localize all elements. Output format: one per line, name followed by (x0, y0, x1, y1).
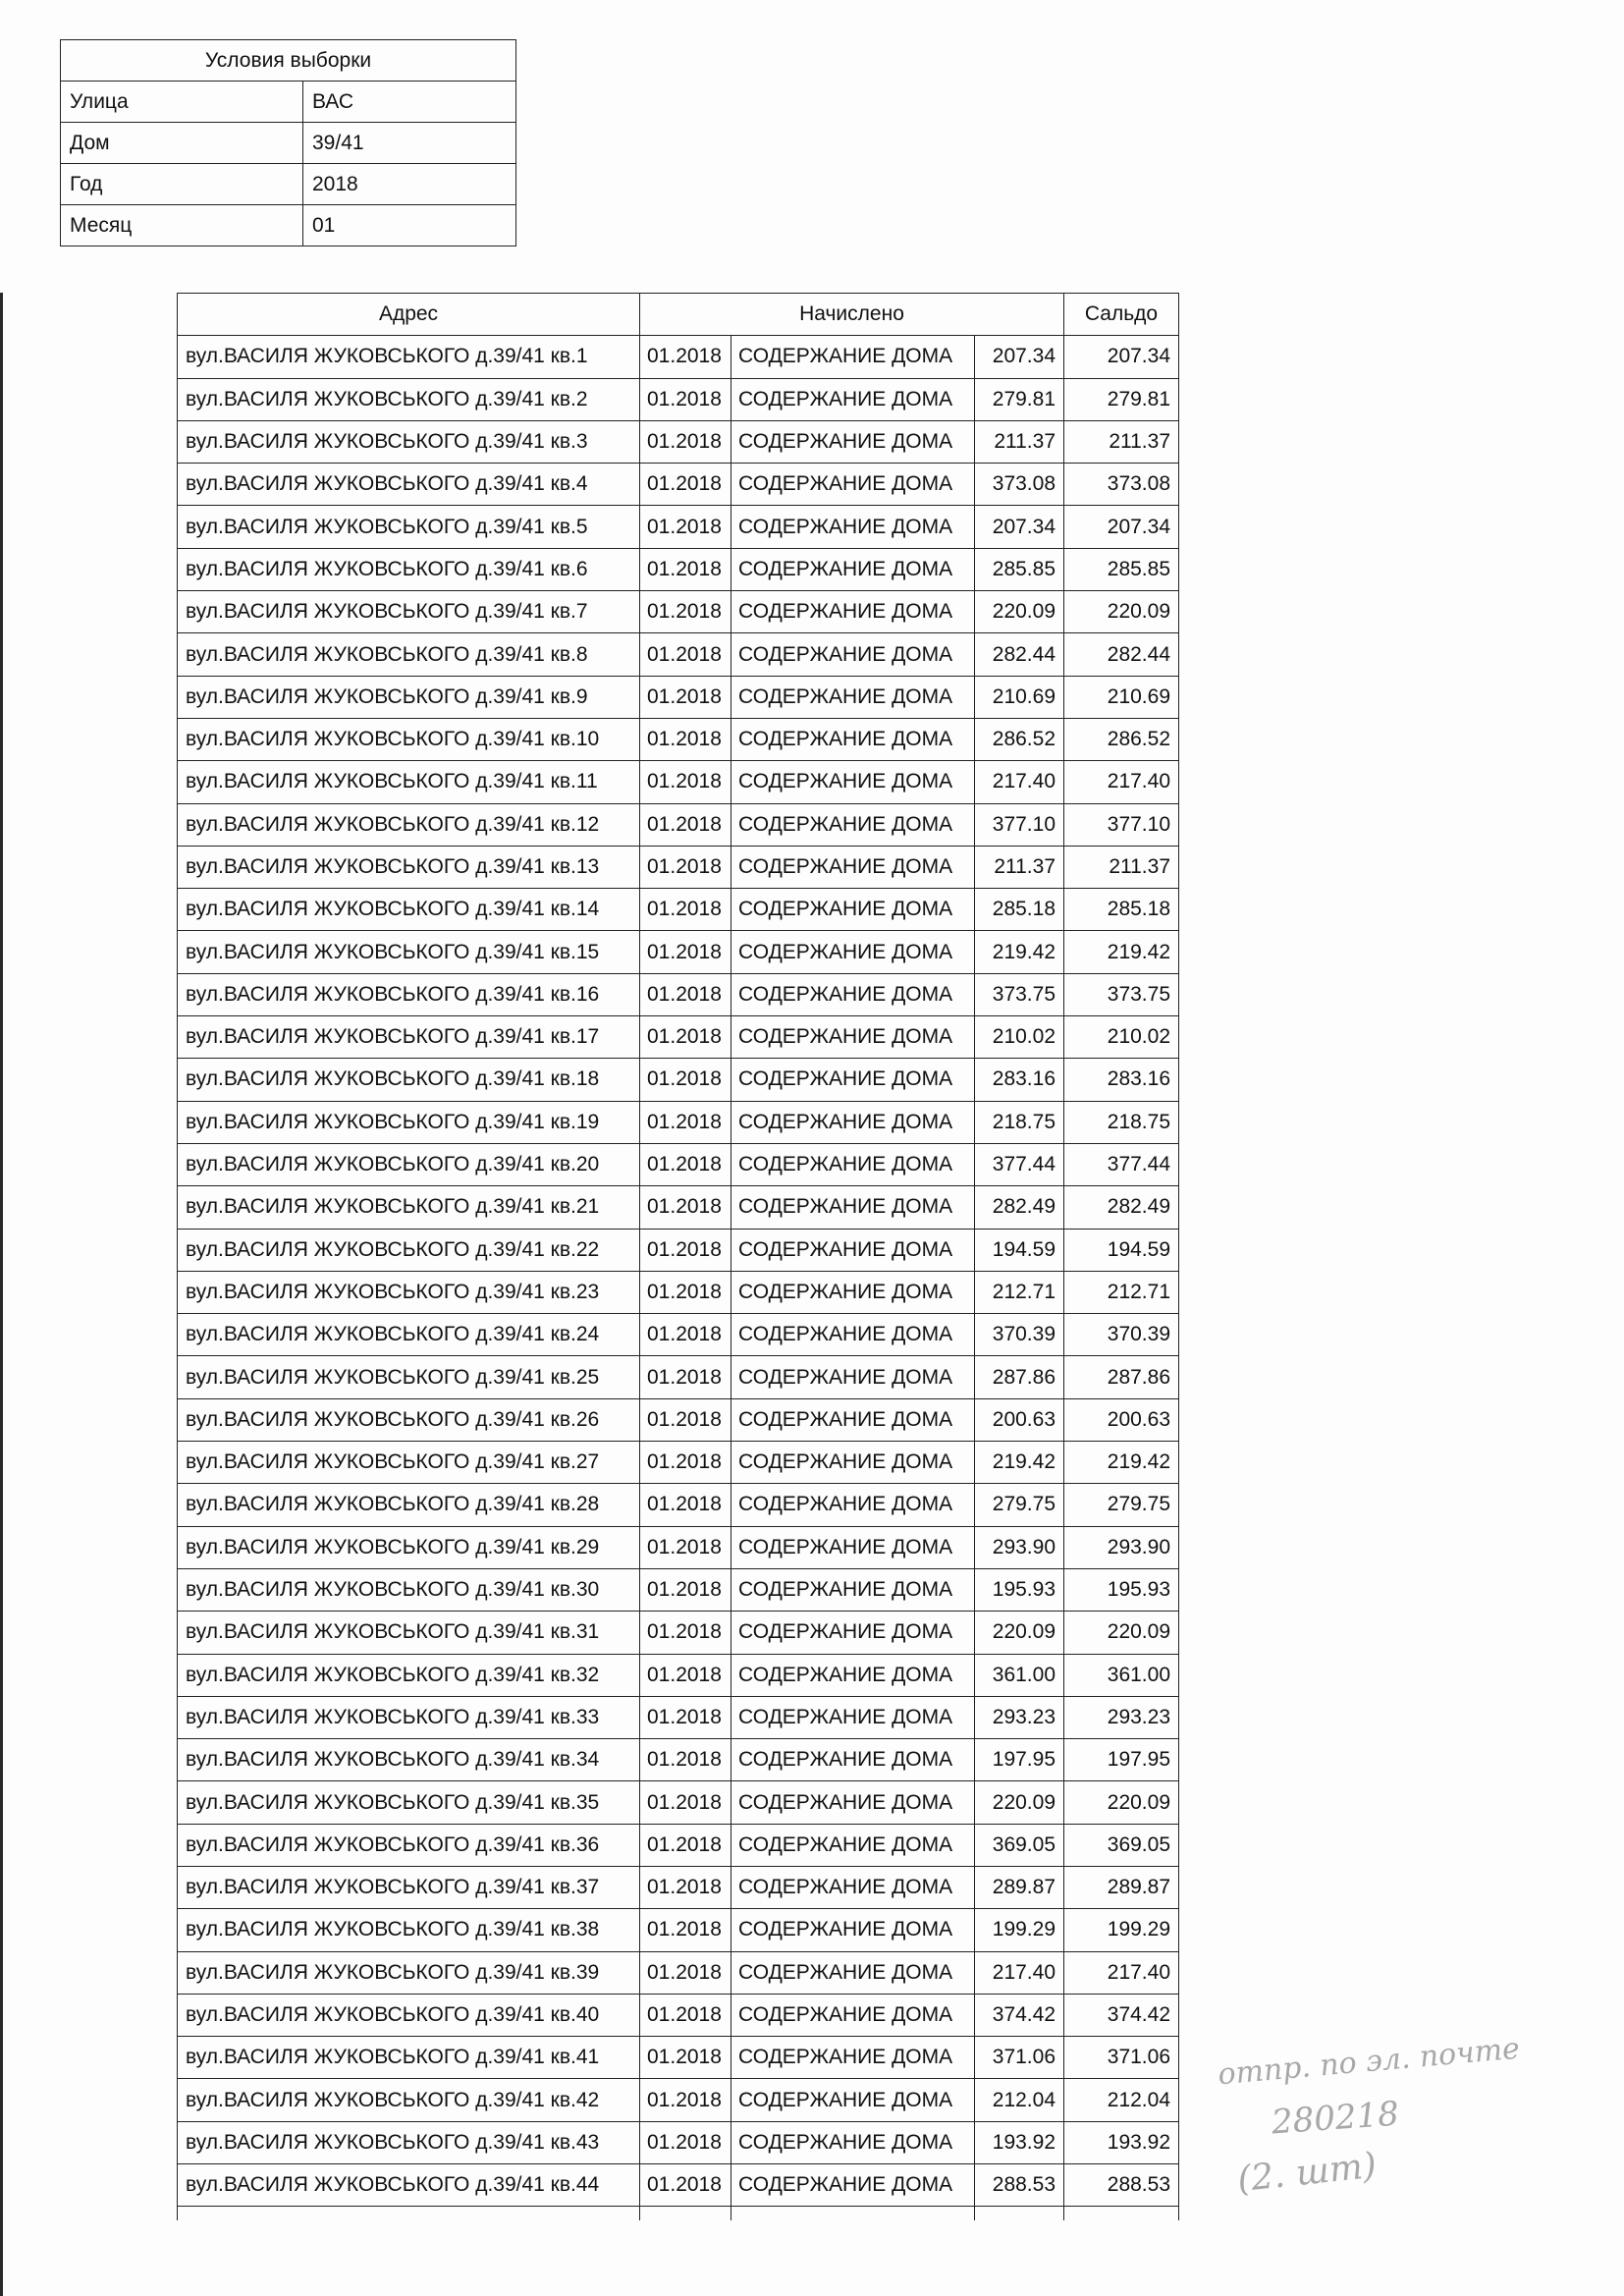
service-cell: СОДЕРЖАНИЕ ДОМА (731, 1143, 975, 1185)
table-row (178, 1059, 1179, 1101)
balance-cell: 210.69 (1064, 676, 1179, 718)
address-cell: вул.ВАСИЛЯ ЖУКОВСЬКОГО д.39/41 кв.22 (178, 1229, 640, 1271)
period-cell: 01.2018 (640, 718, 731, 760)
period-cell: 01.2018 (640, 1824, 731, 1866)
table-row (178, 1143, 1179, 1185)
amount-cell: 282.49 (975, 1186, 1064, 1229)
address-cell: вул.ВАСИЛЯ ЖУКОВСЬКОГО д.39/41 кв.16 (178, 973, 640, 1015)
balance-cell: 373.75 (1064, 973, 1179, 1015)
period-cell: 01.2018 (640, 803, 731, 846)
amount-cell: 279.81 (975, 378, 1064, 420)
period-cell: 01.2018 (640, 1314, 731, 1356)
table-row (178, 718, 1179, 760)
table-row (178, 1909, 1179, 1951)
empty-cell (1064, 2207, 1179, 2220)
address-header: Адрес (178, 294, 640, 336)
balance-cell: 279.81 (1064, 378, 1179, 420)
address-cell: вул.ВАСИЛЯ ЖУКОВСЬКОГО д.39/41 кв.25 (178, 1356, 640, 1398)
period-cell: 01.2018 (640, 1356, 731, 1398)
service-cell: СОДЕРЖАНИЕ ДОМА (731, 1484, 975, 1526)
amount-cell: 199.29 (975, 1909, 1064, 1951)
table-row (178, 1356, 1179, 1398)
table-row (178, 2037, 1179, 2079)
address-cell: вул.ВАСИЛЯ ЖУКОВСЬКОГО д.39/41 кв.17 (178, 1016, 640, 1059)
empty-cell (731, 2207, 975, 2220)
service-cell: СОДЕРЖАНИЕ ДОМА (731, 591, 975, 633)
address-cell: вул.ВАСИЛЯ ЖУКОВСЬКОГО д.39/41 кв.11 (178, 761, 640, 803)
amount-cell: 210.69 (975, 676, 1064, 718)
amount-cell: 220.09 (975, 1781, 1064, 1824)
service-cell: СОДЕРЖАНИЕ ДОМА (731, 1186, 975, 1229)
handwritten-note-line: отпр. по эл. почте (1217, 2031, 1522, 2093)
amount-cell: 207.34 (975, 506, 1064, 548)
address-cell: вул.ВАСИЛЯ ЖУКОВСЬКОГО д.39/41 кв.5 (178, 506, 640, 548)
balance-cell: 197.95 (1064, 1739, 1179, 1781)
amount-cell: 371.06 (975, 2037, 1064, 2079)
amount-cell: 193.92 (975, 2121, 1064, 2163)
address-cell: вул.ВАСИЛЯ ЖУКОВСЬКОГО д.39/41 кв.9 (178, 676, 640, 718)
service-cell: СОДЕРЖАНИЕ ДОМА (731, 2037, 975, 2079)
balance-cell: 282.49 (1064, 1186, 1179, 1229)
address-cell: вул.ВАСИЛЯ ЖУКОВСЬКОГО д.39/41 кв.6 (178, 548, 640, 590)
balance-cell: 220.09 (1064, 1781, 1179, 1824)
criteria-value: 2018 (303, 164, 516, 205)
balance-cell: 210.02 (1064, 1016, 1179, 1059)
criteria-value: 39/41 (303, 123, 516, 164)
amount-cell: 286.52 (975, 718, 1064, 760)
balance-cell: 199.29 (1064, 1909, 1179, 1951)
period-cell: 01.2018 (640, 1739, 731, 1781)
amount-cell: 282.44 (975, 633, 1064, 676)
balance-cell: 207.34 (1064, 336, 1179, 378)
balance-cell: 293.90 (1064, 1526, 1179, 1568)
table-row (178, 591, 1179, 633)
amount-cell: 220.09 (975, 1612, 1064, 1654)
address-cell: вул.ВАСИЛЯ ЖУКОВСЬКОГО д.39/41 кв.41 (178, 2037, 640, 2079)
handwritten-note-date: 280218 (1270, 2094, 1401, 2143)
balance-cell: 193.92 (1064, 2121, 1179, 2163)
period-cell: 01.2018 (640, 2121, 731, 2163)
amount-cell: 212.04 (975, 2079, 1064, 2121)
address-cell: вул.ВАСИЛЯ ЖУКОВСЬКОГО д.39/41 кв.21 (178, 1186, 640, 1229)
service-cell: СОДЕРЖАНИЕ ДОМА (731, 1951, 975, 1994)
balance-cell: 211.37 (1064, 420, 1179, 463)
amount-cell: 200.63 (975, 1398, 1064, 1441)
amount-cell: 283.16 (975, 1059, 1064, 1101)
amount-cell: 285.85 (975, 548, 1064, 590)
balance-cell: 212.04 (1064, 2079, 1179, 2121)
amount-cell: 217.40 (975, 761, 1064, 803)
period-cell: 01.2018 (640, 2079, 731, 2121)
period-cell: 01.2018 (640, 336, 731, 378)
table-row (178, 1994, 1179, 2036)
service-cell: СОДЕРЖАНИЕ ДОМА (731, 2079, 975, 2121)
criteria-label: Улица (61, 82, 303, 123)
address-cell: вул.ВАСИЛЯ ЖУКОВСЬКОГО д.39/41 кв.43 (178, 2121, 640, 2163)
period-cell: 01.2018 (640, 633, 731, 676)
address-cell: вул.ВАСИЛЯ ЖУКОВСЬКОГО д.39/41 кв.44 (178, 2164, 640, 2207)
amount-cell: 211.37 (975, 420, 1064, 463)
table-row (178, 846, 1179, 888)
address-cell: вул.ВАСИЛЯ ЖУКОВСЬКОГО д.39/41 кв.24 (178, 1314, 640, 1356)
balance-cell: 195.93 (1064, 1568, 1179, 1611)
table-row (178, 1526, 1179, 1568)
balance-cell: 219.42 (1064, 931, 1179, 973)
service-cell: СОДЕРЖАНИЕ ДОМА (731, 1314, 975, 1356)
address-cell: вул.ВАСИЛЯ ЖУКОВСЬКОГО д.39/41 кв.13 (178, 846, 640, 888)
service-cell: СОДЕРЖАНИЕ ДОМА (731, 1356, 975, 1398)
amount-cell: 219.42 (975, 931, 1064, 973)
handwritten-note-count: (2. шт) (1235, 2145, 1379, 2201)
amount-cell: 288.53 (975, 2164, 1064, 2207)
amount-cell: 293.90 (975, 1526, 1064, 1568)
table-row (178, 1866, 1179, 1908)
balance-cell: 211.37 (1064, 846, 1179, 888)
criteria-row (61, 123, 516, 164)
balance-cell: 288.53 (1064, 2164, 1179, 2207)
balance-header: Сальдо (1064, 294, 1179, 336)
period-cell: 01.2018 (640, 1612, 731, 1654)
service-cell: СОДЕРЖАНИЕ ДОМА (731, 1994, 975, 2036)
period-cell: 01.2018 (640, 1909, 731, 1951)
criteria-title: Условия выборки (61, 40, 516, 82)
criteria-row (61, 82, 516, 123)
period-cell: 01.2018 (640, 889, 731, 931)
table-row (178, 2164, 1179, 2207)
balance-cell: 377.44 (1064, 1143, 1179, 1185)
selection-criteria-table (60, 39, 516, 246)
table-row (178, 1398, 1179, 1441)
address-cell: вул.ВАСИЛЯ ЖУКОВСЬКОГО д.39/41 кв.12 (178, 803, 640, 846)
period-cell: 01.2018 (640, 464, 731, 506)
balance-cell: 283.16 (1064, 1059, 1179, 1101)
table-row (178, 1781, 1179, 1824)
balance-cell: 293.23 (1064, 1696, 1179, 1738)
amount-cell: 195.93 (975, 1568, 1064, 1611)
period-cell: 01.2018 (640, 931, 731, 973)
balance-cell: 285.85 (1064, 548, 1179, 590)
service-cell: СОДЕРЖАНИЕ ДОМА (731, 1059, 975, 1101)
table-row (178, 1696, 1179, 1738)
table-row (178, 1612, 1179, 1654)
table-row (178, 1824, 1179, 1866)
amount-cell: 377.44 (975, 1143, 1064, 1185)
period-cell: 01.2018 (640, 548, 731, 590)
amount-cell: 218.75 (975, 1101, 1064, 1143)
amount-cell: 207.34 (975, 336, 1064, 378)
address-cell: вул.ВАСИЛЯ ЖУКОВСЬКОГО д.39/41 кв.28 (178, 1484, 640, 1526)
amount-cell: 210.02 (975, 1016, 1064, 1059)
table-row (178, 1442, 1179, 1484)
balance-cell: 286.52 (1064, 718, 1179, 760)
table-row (178, 2079, 1179, 2121)
address-cell: вул.ВАСИЛЯ ЖУКОВСЬКОГО д.39/41 кв.29 (178, 1526, 640, 1568)
amount-cell: 211.37 (975, 846, 1064, 888)
empty-cell (178, 2207, 640, 2220)
balance-cell: 220.09 (1064, 1612, 1179, 1654)
table-row (178, 1739, 1179, 1781)
balance-cell: 377.10 (1064, 803, 1179, 846)
balance-cell: 371.06 (1064, 2037, 1179, 2079)
balance-cell: 373.08 (1064, 464, 1179, 506)
balance-cell: 361.00 (1064, 1654, 1179, 1696)
amount-cell: 194.59 (975, 1229, 1064, 1271)
address-cell: вул.ВАСИЛЯ ЖУКОВСЬКОГО д.39/41 кв.31 (178, 1612, 640, 1654)
address-cell: вул.ВАСИЛЯ ЖУКОВСЬКОГО д.39/41 кв.23 (178, 1271, 640, 1313)
balance-cell: 220.09 (1064, 591, 1179, 633)
amount-cell: 361.00 (975, 1654, 1064, 1696)
address-cell: вул.ВАСИЛЯ ЖУКОВСЬКОГО д.39/41 кв.14 (178, 889, 640, 931)
address-cell: вул.ВАСИЛЯ ЖУКОВСЬКОГО д.39/41 кв.39 (178, 1951, 640, 1994)
period-cell: 01.2018 (640, 1526, 731, 1568)
balance-cell: 217.40 (1064, 1951, 1179, 1994)
service-cell: СОДЕРЖАНИЕ ДОМА (731, 1568, 975, 1611)
amount-cell: 217.40 (975, 1951, 1064, 1994)
address-cell: вул.ВАСИЛЯ ЖУКОВСЬКОГО д.39/41 кв.10 (178, 718, 640, 760)
period-cell: 01.2018 (640, 1442, 731, 1484)
balance-cell: 370.39 (1064, 1314, 1179, 1356)
address-cell: вул.ВАСИЛЯ ЖУКОВСЬКОГО д.39/41 кв.40 (178, 1994, 640, 2036)
criteria-label: Месяц (61, 205, 303, 246)
service-cell: СОДЕРЖАНИЕ ДОМА (731, 1442, 975, 1484)
criteria-row (61, 164, 516, 205)
criteria-value: ВАС (303, 82, 516, 123)
period-cell: 01.2018 (640, 1696, 731, 1738)
table-row (178, 1484, 1179, 1526)
service-cell: СОДЕРЖАНИЕ ДОМА (731, 1654, 975, 1696)
balance-cell: 219.42 (1064, 1442, 1179, 1484)
service-cell: СОДЕРЖАНИЕ ДОМА (731, 1229, 975, 1271)
service-cell: СОДЕРЖАНИЕ ДОМА (731, 846, 975, 888)
table-row (178, 1568, 1179, 1611)
period-cell: 01.2018 (640, 1484, 731, 1526)
amount-cell: 220.09 (975, 591, 1064, 633)
address-cell: вул.ВАСИЛЯ ЖУКОВСЬКОГО д.39/41 кв.32 (178, 1654, 640, 1696)
balance-cell: 217.40 (1064, 761, 1179, 803)
period-cell: 01.2018 (640, 506, 731, 548)
service-cell: СОДЕРЖАНИЕ ДОМА (731, 1696, 975, 1738)
balance-cell: 289.87 (1064, 1866, 1179, 1908)
service-cell: СОДЕРЖАНИЕ ДОМА (731, 718, 975, 760)
address-cell: вул.ВАСИЛЯ ЖУКОВСЬКОГО д.39/41 кв.20 (178, 1143, 640, 1185)
service-cell: СОДЕРЖАНИЕ ДОМА (731, 1824, 975, 1866)
table-row (178, 1016, 1179, 1059)
table-row (178, 1314, 1179, 1356)
charged-header: Начислено (640, 294, 1064, 336)
service-cell: СОДЕРЖАНИЕ ДОМА (731, 506, 975, 548)
period-cell: 01.2018 (640, 1568, 731, 1611)
period-cell: 01.2018 (640, 591, 731, 633)
service-cell: СОДЕРЖАНИЕ ДОМА (731, 1781, 975, 1824)
amount-cell: 370.39 (975, 1314, 1064, 1356)
service-cell: СОДЕРЖАНИЕ ДОМА (731, 761, 975, 803)
table-row (178, 2121, 1179, 2163)
service-cell: СОДЕРЖАНИЕ ДОМА (731, 889, 975, 931)
table-row (178, 889, 1179, 931)
amount-cell: 287.86 (975, 1356, 1064, 1398)
table-row (178, 1654, 1179, 1696)
address-cell: вул.ВАСИЛЯ ЖУКОВСЬКОГО д.39/41 кв.34 (178, 1739, 640, 1781)
period-cell: 01.2018 (640, 676, 731, 718)
period-cell: 01.2018 (640, 420, 731, 463)
table-header-row (178, 294, 1179, 336)
period-cell: 01.2018 (640, 2164, 731, 2207)
address-cell: вул.ВАСИЛЯ ЖУКОВСЬКОГО д.39/41 кв.7 (178, 591, 640, 633)
address-cell: вул.ВАСИЛЯ ЖУКОВСЬКОГО д.39/41 кв.36 (178, 1824, 640, 1866)
address-cell: вул.ВАСИЛЯ ЖУКОВСЬКОГО д.39/41 кв.38 (178, 1909, 640, 1951)
address-cell: вул.ВАСИЛЯ ЖУКОВСЬКОГО д.39/41 кв.18 (178, 1059, 640, 1101)
period-cell: 01.2018 (640, 1059, 731, 1101)
empty-cell (975, 2207, 1064, 2220)
table-row (178, 633, 1179, 676)
amount-cell: 373.08 (975, 464, 1064, 506)
balance-cell: 279.75 (1064, 1484, 1179, 1526)
scan-edge (0, 293, 3, 2296)
table-row (178, 761, 1179, 803)
service-cell: СОДЕРЖАНИЕ ДОМА (731, 1909, 975, 1951)
criteria-value: 01 (303, 205, 516, 246)
service-cell: СОДЕРЖАНИЕ ДОМА (731, 1271, 975, 1313)
period-cell: 01.2018 (640, 2037, 731, 2079)
service-cell: СОДЕРЖАНИЕ ДОМА (731, 1016, 975, 1059)
criteria-row (61, 205, 516, 246)
service-cell: СОДЕРЖАНИЕ ДОМА (731, 1398, 975, 1441)
balance-cell: 218.75 (1064, 1101, 1179, 1143)
balance-cell: 200.63 (1064, 1398, 1179, 1441)
period-cell: 01.2018 (640, 973, 731, 1015)
period-cell: 01.2018 (640, 1781, 731, 1824)
balance-cell: 369.05 (1064, 1824, 1179, 1866)
address-cell: вул.ВАСИЛЯ ЖУКОВСЬКОГО д.39/41 кв.15 (178, 931, 640, 973)
amount-cell: 369.05 (975, 1824, 1064, 1866)
service-cell: СОДЕРЖАНИЕ ДОМА (731, 464, 975, 506)
period-cell: 01.2018 (640, 1951, 731, 1994)
charges-table (177, 293, 1179, 2220)
address-cell: вул.ВАСИЛЯ ЖУКОВСЬКОГО д.39/41 кв.1 (178, 336, 640, 378)
amount-cell: 219.42 (975, 1442, 1064, 1484)
service-cell: СОДЕРЖАНИЕ ДОМА (731, 633, 975, 676)
address-cell: вул.ВАСИЛЯ ЖУКОВСЬКОГО д.39/41 кв.42 (178, 2079, 640, 2121)
period-cell: 01.2018 (640, 1271, 731, 1313)
table-row (178, 973, 1179, 1015)
period-cell: 01.2018 (640, 1866, 731, 1908)
amount-cell: 285.18 (975, 889, 1064, 931)
table-row (178, 548, 1179, 590)
table-row (178, 1101, 1179, 1143)
period-cell: 01.2018 (640, 1101, 731, 1143)
amount-cell: 212.71 (975, 1271, 1064, 1313)
amount-cell: 377.10 (975, 803, 1064, 846)
period-cell: 01.2018 (640, 1654, 731, 1696)
period-cell: 01.2018 (640, 761, 731, 803)
service-cell: СОДЕРЖАНИЕ ДОМА (731, 2121, 975, 2163)
table-row (178, 1951, 1179, 1994)
balance-cell: 282.44 (1064, 633, 1179, 676)
table-row-cutoff (178, 2207, 1179, 2220)
period-cell: 01.2018 (640, 846, 731, 888)
service-cell: СОДЕРЖАНИЕ ДОМА (731, 1866, 975, 1908)
criteria-label: Дом (61, 123, 303, 164)
service-cell: СОДЕРЖАНИЕ ДОМА (731, 378, 975, 420)
table-row (178, 803, 1179, 846)
service-cell: СОДЕРЖАНИЕ ДОМА (731, 420, 975, 463)
address-cell: вул.ВАСИЛЯ ЖУКОВСЬКОГО д.39/41 кв.37 (178, 1866, 640, 1908)
balance-cell: 285.18 (1064, 889, 1179, 931)
address-cell: вул.ВАСИЛЯ ЖУКОВСЬКОГО д.39/41 кв.19 (178, 1101, 640, 1143)
service-cell: СОДЕРЖАНИЕ ДОМА (731, 1612, 975, 1654)
criteria-label: Год (61, 164, 303, 205)
table-row (178, 931, 1179, 973)
address-cell: вул.ВАСИЛЯ ЖУКОВСЬКОГО д.39/41 кв.30 (178, 1568, 640, 1611)
service-cell: СОДЕРЖАНИЕ ДОМА (731, 931, 975, 973)
table-row (178, 676, 1179, 718)
table-row (178, 1271, 1179, 1313)
period-cell: 01.2018 (640, 1229, 731, 1271)
balance-cell: 194.59 (1064, 1229, 1179, 1271)
table-row (178, 1186, 1179, 1229)
period-cell: 01.2018 (640, 378, 731, 420)
address-cell: вул.ВАСИЛЯ ЖУКОВСЬКОГО д.39/41 кв.26 (178, 1398, 640, 1441)
table-row (178, 506, 1179, 548)
address-cell: вул.ВАСИЛЯ ЖУКОВСЬКОГО д.39/41 кв.3 (178, 420, 640, 463)
table-row (178, 464, 1179, 506)
balance-cell: 207.34 (1064, 506, 1179, 548)
balance-cell: 287.86 (1064, 1356, 1179, 1398)
amount-cell: 373.75 (975, 973, 1064, 1015)
service-cell: СОДЕРЖАНИЕ ДОМА (731, 973, 975, 1015)
service-cell: СОДЕРЖАНИЕ ДОМА (731, 2164, 975, 2207)
address-cell: вул.ВАСИЛЯ ЖУКОВСЬКОГО д.39/41 кв.2 (178, 378, 640, 420)
service-cell: СОДЕРЖАНИЕ ДОМА (731, 336, 975, 378)
service-cell: СОДЕРЖАНИЕ ДОМА (731, 803, 975, 846)
balance-cell: 212.71 (1064, 1271, 1179, 1313)
address-cell: вул.ВАСИЛЯ ЖУКОВСЬКОГО д.39/41 кв.4 (178, 464, 640, 506)
handwritten-note (1217, 2031, 1591, 2221)
table-row (178, 336, 1179, 378)
period-cell: 01.2018 (640, 1143, 731, 1185)
table-row (178, 420, 1179, 463)
period-cell: 01.2018 (640, 1398, 731, 1441)
address-cell: вул.ВАСИЛЯ ЖУКОВСЬКОГО д.39/41 кв.27 (178, 1442, 640, 1484)
period-cell: 01.2018 (640, 1186, 731, 1229)
period-cell: 01.2018 (640, 1016, 731, 1059)
balance-cell: 374.42 (1064, 1994, 1179, 2036)
service-cell: СОДЕРЖАНИЕ ДОМА (731, 676, 975, 718)
table-row (178, 378, 1179, 420)
address-cell: вул.ВАСИЛЯ ЖУКОВСЬКОГО д.39/41 кв.33 (178, 1696, 640, 1738)
address-cell: вул.ВАСИЛЯ ЖУКОВСЬКОГО д.39/41 кв.35 (178, 1781, 640, 1824)
empty-cell (640, 2207, 731, 2220)
amount-cell: 289.87 (975, 1866, 1064, 1908)
amount-cell: 293.23 (975, 1696, 1064, 1738)
address-cell: вул.ВАСИЛЯ ЖУКОВСЬКОГО д.39/41 кв.8 (178, 633, 640, 676)
service-cell: СОДЕРЖАНИЕ ДОМА (731, 1739, 975, 1781)
table-row (178, 1229, 1179, 1271)
period-cell: 01.2018 (640, 1994, 731, 2036)
amount-cell: 279.75 (975, 1484, 1064, 1526)
service-cell: СОДЕРЖАНИЕ ДОМА (731, 1526, 975, 1568)
service-cell: СОДЕРЖАНИЕ ДОМА (731, 548, 975, 590)
amount-cell: 374.42 (975, 1994, 1064, 2036)
service-cell: СОДЕРЖАНИЕ ДОМА (731, 1101, 975, 1143)
amount-cell: 197.95 (975, 1739, 1064, 1781)
